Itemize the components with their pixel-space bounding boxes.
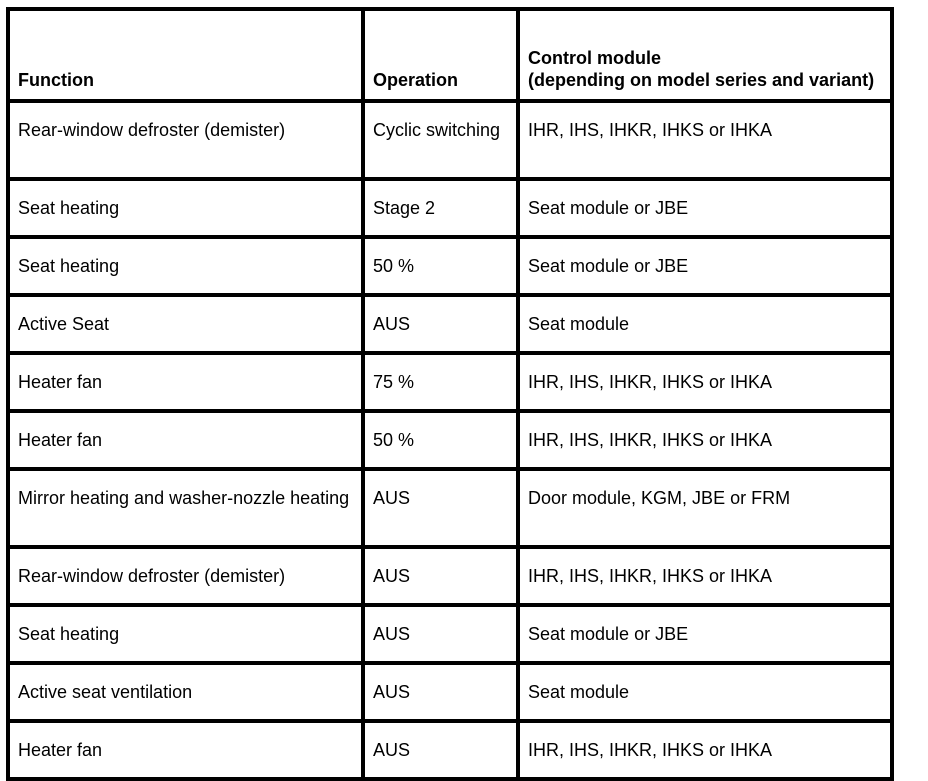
- cell-function: Seat heating: [8, 179, 363, 237]
- cell-function: Heater fan: [8, 721, 363, 779]
- cell-control-module: IHR, IHS, IHKR, IHKS or IHKA: [518, 721, 892, 779]
- cell-function: Rear-window defroster (demister): [8, 101, 363, 179]
- table-row: [8, 411, 892, 469]
- cell-control-module: Seat module: [518, 663, 892, 721]
- cell-operation: Stage 2: [363, 179, 518, 237]
- table-row: [8, 605, 892, 663]
- cell-function: Heater fan: [8, 353, 363, 411]
- table-row: [8, 179, 892, 237]
- table-row: [8, 237, 892, 295]
- table-row: [8, 353, 892, 411]
- cell-operation: 50 %: [363, 411, 518, 469]
- cell-function: Mirror heating and washer-nozzle heating: [8, 469, 363, 547]
- table-row: [8, 101, 892, 179]
- header-function: Function: [8, 9, 363, 101]
- cell-function: Active seat ventilation: [8, 663, 363, 721]
- header-control-module: [518, 9, 892, 101]
- function-table: [6, 7, 894, 781]
- cell-operation: 75 %: [363, 353, 518, 411]
- cell-control-module: Seat module: [518, 295, 892, 353]
- header-control-module-note: (depending on model series and variant): [528, 70, 875, 90]
- cell-operation: AUS: [363, 721, 518, 779]
- cell-control-module: IHR, IHS, IHKR, IHKS or IHKA: [518, 101, 892, 179]
- cell-function: Seat heating: [8, 605, 363, 663]
- table-row: [8, 469, 892, 547]
- cell-operation: 50 %: [363, 237, 518, 295]
- cell-operation: AUS: [363, 605, 518, 663]
- cell-control-module: Seat module or JBE: [518, 179, 892, 237]
- cell-control-module: Door module, KGM, JBE or FRM: [518, 469, 892, 547]
- header-operation: Operation: [363, 9, 518, 101]
- cell-function: Seat heating: [8, 237, 363, 295]
- cell-operation: AUS: [363, 663, 518, 721]
- cell-operation: Cyclic switching: [363, 101, 518, 179]
- cell-control-module: Seat module or JBE: [518, 605, 892, 663]
- table-header-row: [8, 9, 892, 101]
- table-row: [8, 721, 892, 779]
- cell-function: Heater fan: [8, 411, 363, 469]
- cell-control-module: IHR, IHS, IHKR, IHKS or IHKA: [518, 353, 892, 411]
- cell-control-module: IHR, IHS, IHKR, IHKS or IHKA: [518, 547, 892, 605]
- cell-operation: AUS: [363, 469, 518, 547]
- cell-operation: AUS: [363, 547, 518, 605]
- cell-operation: AUS: [363, 295, 518, 353]
- table-row: [8, 663, 892, 721]
- cell-function: Active Seat: [8, 295, 363, 353]
- table-row: [8, 547, 892, 605]
- cell-function: Rear-window defroster (demister): [8, 547, 363, 605]
- cell-control-module: IHR, IHS, IHKR, IHKS or IHKA: [518, 411, 892, 469]
- header-control-module-title: Control module: [528, 48, 661, 68]
- cell-control-module: Seat module or JBE: [518, 237, 892, 295]
- table-row: [8, 295, 892, 353]
